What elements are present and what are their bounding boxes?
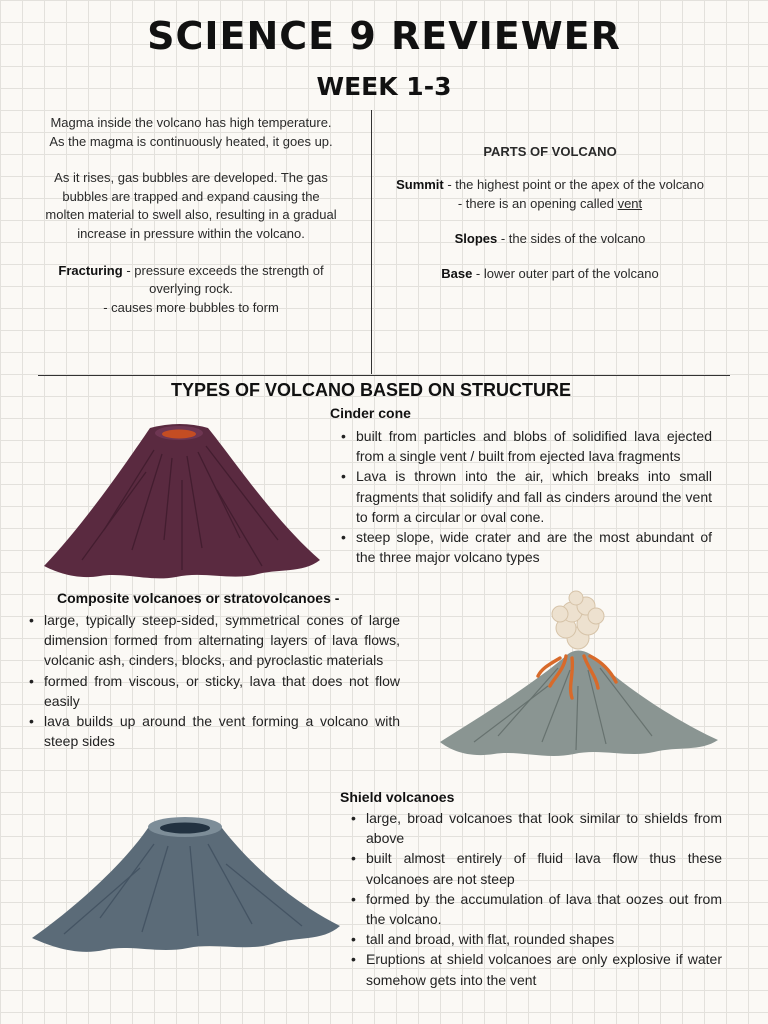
composite-volcano-illustration: [438, 590, 720, 770]
parts-heading: PARTS OF VOLCANO: [483, 144, 617, 159]
slopes-def: - the sides of the volcano: [497, 231, 646, 246]
column-divider: [371, 110, 372, 374]
list-item: • formed from viscous, or sticky, lava that does not flow easily: [27, 671, 400, 711]
list-item: • large, typically steep-sided, symmetrical cones of large dimension formed from alternating layers of lava flows, volcanic ash, cinders, blocks, and pyroclastic materials: [27, 610, 400, 671]
shield-volcano-illustration: [30, 814, 342, 964]
fracturing-definition: [42, 262, 340, 299]
summit-def: - the highest point or the apex of the volcano: [443, 177, 704, 192]
base-term: Base: [441, 266, 473, 281]
cinder-cone-illustration: [42, 420, 322, 582]
shield-list: [349, 808, 722, 990]
list-item: • Lava is thrown into the air, which breaks into small fragments that solidify and fall as cinders around the vent to form a circular or oval cone.: [339, 466, 712, 527]
fracturing-term: Fracturing: [58, 262, 123, 278]
composite-title: Composite volcanoes or stratovolcanoes -: [57, 590, 340, 606]
composite-list: [27, 610, 400, 751]
parts-section: [380, 142, 720, 283]
page-title: SCIENCE 9 REVIEWER: [147, 14, 621, 58]
slopes-term: Slopes: [454, 231, 498, 246]
intro-section: [42, 114, 340, 317]
fracturing-def: - pressure exceeds the strength of overlying rock.: [122, 262, 324, 297]
list-item: • built almost entirely of fluid lava flow thus these volcanoes are not steep: [349, 848, 722, 888]
cinder-cone-title: Cinder cone: [330, 405, 411, 421]
intro-paragraph-2: As it rises, gas bubbles are developed. The gas bubbles are trapped and expand causing the molten material to swell also, resulting in a gradual increase in pressure within the volcano.: [45, 170, 337, 241]
summit-term: Summit: [396, 177, 444, 192]
list-item: • steep slope, wide crater and are the most abundant of the three major volcano types: [339, 527, 712, 567]
base-def: - lower outer part of the volcano: [472, 266, 659, 281]
list-item: • tall and broad, with flat, rounded shapes: [349, 929, 722, 949]
intro-paragraph-1: Magma inside the volcano has high temperature. As the magma is continuously heated, it goes up.: [49, 115, 333, 149]
fracturing-def-2: - causes more bubbles to form: [103, 299, 279, 315]
vent-term: vent: [617, 196, 643, 211]
list-item: • large, broad volcanoes that look similar to shields from above: [349, 808, 722, 848]
list-item: • formed by the accumulation of lava that oozes out from the volcano.: [349, 889, 722, 929]
cinder-cone-list: [339, 426, 712, 567]
summit-definition: [380, 175, 720, 194]
section-divider: [38, 375, 730, 376]
list-item: • Eruptions at shield volcanoes are only explosive if water somehow gets into the vent: [349, 949, 722, 989]
shield-title: Shield volcanoes: [340, 789, 455, 805]
summit-definition-2: [380, 194, 720, 213]
page-subtitle: WEEK 1-3: [316, 72, 452, 101]
slopes-definition: [380, 229, 720, 248]
list-item: • lava builds up around the vent forming a volcano with steep sides: [27, 711, 400, 751]
types-heading: TYPES OF VOLCANO BASED ON STRUCTURE: [170, 380, 572, 400]
base-definition: [380, 264, 720, 283]
list-item: • built from particles and blobs of solidified lava ejected from a single vent / built from ejected lava fragments: [339, 426, 712, 466]
summit-def-2: - there is an opening called: [457, 196, 618, 211]
